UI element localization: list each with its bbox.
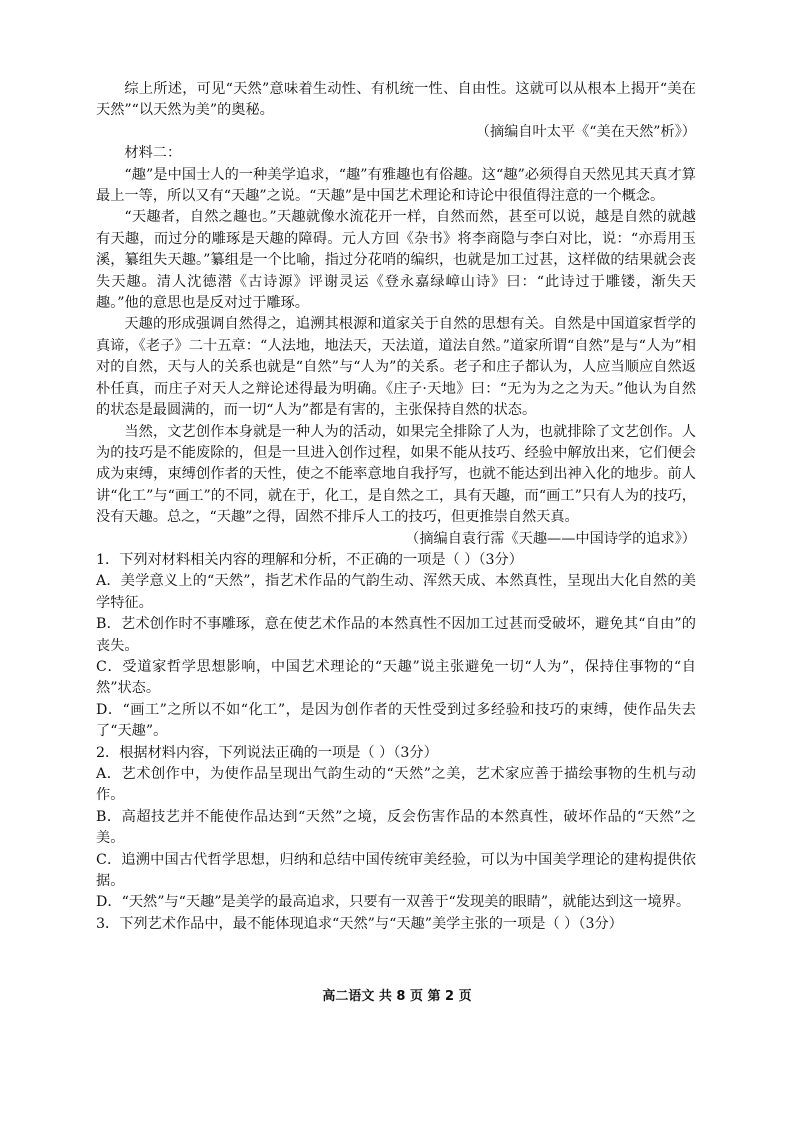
page-footer: 高二语文 共 8 页 第 2 页 <box>322 989 472 1004</box>
question-1-option-d: D．“画工”之所以不如“化工”，是因为创作者的天性受到过多经验和技巧的束缚，使作品失去了“天趣”。 <box>96 701 696 740</box>
source-citation-1: （摘编自叶太平《“美在天然”析》） <box>475 123 696 140</box>
question-2-option-d: D．“天然”与“天趣”是美学的最高追求，只要有一双善于“发现美的眼睛”，就能达到这一境界。 <box>96 894 691 911</box>
question-1-option-a: A．美学意义上的“天然”，指艺术作品的气韵生动、浑然天成、本然真性，呈现出大化自然的美学特征。 <box>96 573 696 611</box>
question-2-option-a: A．艺术创作中，为使作品呈现出气韵生动的“天然”之美，艺术家应善于描绘事物的生机与动作。 <box>96 766 696 804</box>
material-two-heading: 材料二： <box>124 145 182 162</box>
paragraph-3: 天趣的形成强调自然得之，追溯其根源和道家关于自然的思想有关。自然是中国道家哲学的真谛，《老子》二十五章：“人法地，地法天，天法道，道法自然。”道家所谓“自然”是与“人为”相对的自然，天与人的关系也就是“自然”与“人为”的关系。老子和庄子都认为，人应当顺应自然返朴任真，而庄子对天人之辩论述得最为明确。《庄子·天地》曰：“无为为之之为天。”他认为自然的状态是最圆满的，而一切“人为”都是有害的，主张保持自然的状态。 <box>96 316 696 419</box>
question-2-option-b: B．高超技艺并不能使作品达到“天然”之境，反会伤害作品的本然真性，破坏作品的“天然”之美。 <box>96 808 696 847</box>
document-body <box>96 79 696 935</box>
paragraph-1: “趣”是中国士人的一种美学追求，“趣”有雅趣也有俗趣。这“趣”必须得自天然见其天真才算最上一等，所以又有“天趣”之说。“天趣”是中国艺术理论和诗论中很值得注意的一个概念。 <box>96 166 696 205</box>
paragraph-conclusion: 综上所述，可见“天然”意味着生动性、有机统一性、自由性。这就可以从根本上揭开“美在天然”“以天然为美”的奥秘。 <box>96 81 696 119</box>
question-2: 2．根据材料内容，下列说法正确的一项是（ ）（3分） <box>96 744 438 761</box>
question-1-option-b: B．艺术创作时不事雕琢，意在使艺术作品的本然真性不因加工过甚而受破坏，避免其“自由”的丧失。 <box>96 616 696 654</box>
source-citation-2: （摘编自袁行霈《天趣——中国诗学的追求》） <box>405 530 696 547</box>
question-3: 3．下列艺术作品中，最不能体现追求“天然”与“天趣”美学主张的一项是（ ）（3分） <box>96 915 623 932</box>
question-1: 1．下列对材料相关内容的理解和分析，不正确的一项是（ ）（3分） <box>96 551 523 568</box>
paragraph-4: 当然，文艺创作本身就是一种人为的活动，如果完全排除了人为，也就排除了文艺创作。人为的技巧是不能废除的，但是一旦进入创作过程，如果不能从技巧、经验中解放出来，它们便会成为束缚，束缚创作者的天性，使之不能率意地自我抒写，也就不能达到出神入化的地步。前人讲“化工”与“画工”的不同，就在于，化工，是自然之工，具有天趣，而“画工”只有人为的技巧，没有天趣。总之，“天趣”之得，固然不排斥人工的技巧，但更推崇自然天真。 <box>96 423 696 526</box>
paragraph-2: “天趣者，自然之趣也。”天趣就像水流花开一样，自然而然，甚至可以说，越是自然的就越有天趣，而过分的雕琢是天趣的障碍。元人方回《杂书》将李商隐与李白对比，说：“亦焉用玉溪，纂组失天趣。”纂组是一个比喻，指过分花哨的编织，也就是加工过甚，这样做的结果就会丧失天趣。清人沈德潜《古诗源》评谢灵运《登永嘉绿嶂山诗》曰：“此诗过于雕镂，渐失天趣。”他的意思也是反对过于雕琢。 <box>96 209 696 312</box>
question-2-option-c: C．追溯中国古代哲学思想，归纳和总结中国传统审美经验，可以为中国美学理论的建构提供依据。 <box>96 851 696 890</box>
question-1-option-c: C．受道家哲学思想影响，中国艺术理论的“天趣”说主张避免一切“人为”，保持住事物的“自然”状态。 <box>96 658 696 697</box>
